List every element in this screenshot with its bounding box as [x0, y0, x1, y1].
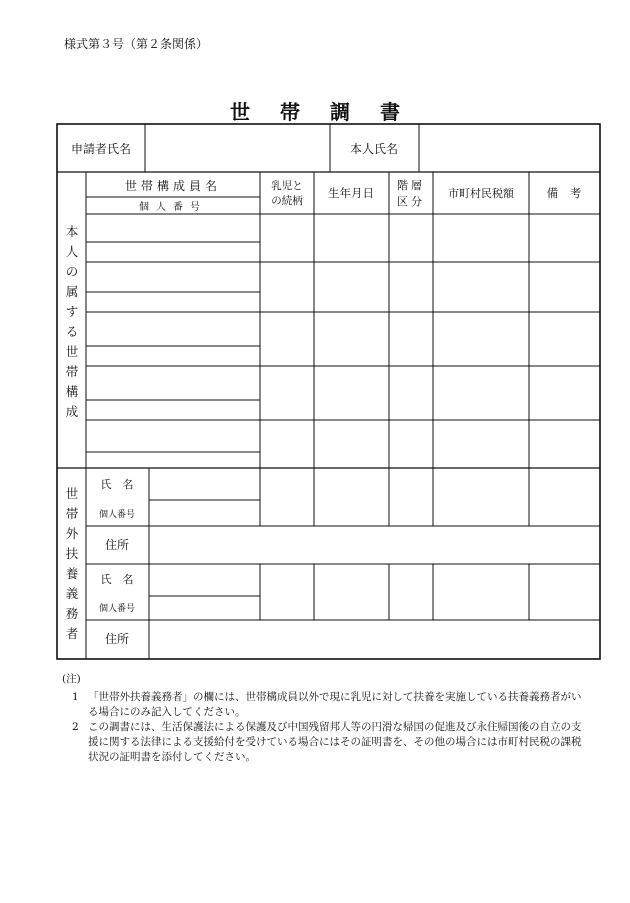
- column-birthdate: 生年月日: [328, 186, 374, 200]
- column-member-name: 世帯構成員名: [124, 179, 222, 193]
- note-item-1: [62, 690, 582, 720]
- column-class-line1: 階層: [397, 179, 425, 192]
- outside-address-label-1: 住所: [104, 538, 130, 552]
- note-item-2: [62, 720, 582, 765]
- notes-heading: (注): [62, 673, 81, 685]
- outside-number-label-2: 個人番号: [98, 604, 136, 614]
- column-relation-line2: の続柄: [271, 195, 303, 207]
- note-text: この調書には、生活保護法による保護及び中国残留邦人等の円滑な帰国の促進及び永住帰国後の自立の支援に関する法律による支援給付を受けている場合にはその証明書を、その他の場合には市町村民税の課税状況の証明書を添付してください。: [88, 721, 582, 763]
- note-number: 1: [72, 691, 79, 703]
- column-personal-number: 個人番号: [139, 202, 207, 213]
- outside-section-label: 世帯外扶養義務者: [65, 486, 79, 641]
- applicant-name-label: 申請者氏名: [70, 142, 132, 156]
- column-relation-line1: 乳児と: [271, 180, 303, 192]
- form-number-label: 様式第３号（第２条関係）: [64, 37, 209, 51]
- note-text: 「世帯外扶養義務者」の欄には、世帯構成員以外で現に乳児に対して扶養を実施している扶養義務者がいる場合にのみ記入してください。: [88, 691, 582, 718]
- document-title: 世帯調書: [230, 100, 430, 124]
- household-section-label: 本人の属する世帯構成: [65, 224, 79, 419]
- column-remarks: 備 考: [546, 186, 582, 200]
- outside-address-label-2: 住所: [104, 632, 130, 646]
- outside-name-label-1: 氏 名: [100, 478, 134, 491]
- outside-name-label-2: 氏 名: [100, 573, 134, 586]
- column-class-line2: 区分: [397, 195, 425, 208]
- note-number: 2: [72, 721, 79, 733]
- outside-number-label-1: 個人番号: [98, 510, 136, 520]
- self-name-label: 本人氏名: [349, 142, 399, 156]
- column-tax-amount: 市町村民税額: [448, 187, 514, 200]
- notes-section: [62, 672, 582, 765]
